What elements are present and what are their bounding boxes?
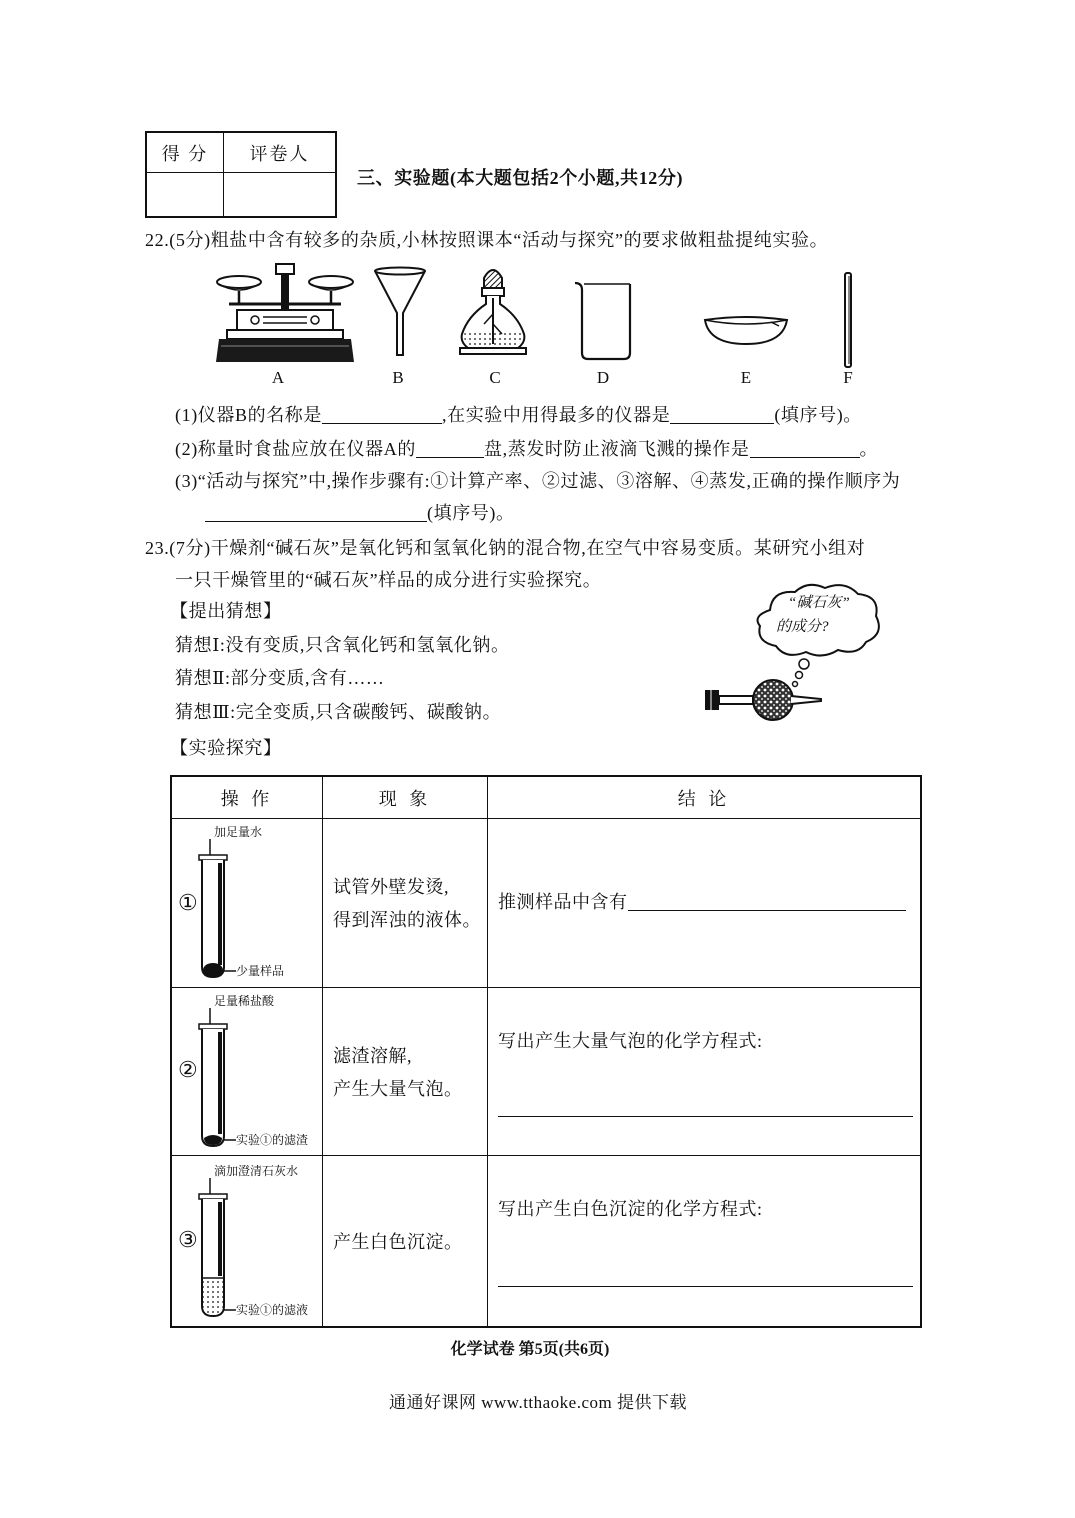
test-tube-icon: [196, 1170, 236, 1320]
q22-sub1: [175, 402, 862, 428]
row2-conclusion: [488, 988, 920, 1156]
row3-conclusion: [488, 1156, 920, 1326]
header-operation: 操 作: [172, 777, 323, 819]
apparatus-label-b: B: [392, 368, 404, 387]
row1-operation: [172, 819, 323, 988]
q22-stem: 22.(5分)粗盐中含有较多的杂质,小林按照课本“活动与探究”的要求做粗盐提纯实验。: [145, 230, 829, 250]
apparatus-label-e: E: [740, 368, 752, 387]
conclusion-text: 写出产生大量气泡的化学方程式:: [498, 1031, 763, 1051]
apparatus-label-a: A: [271, 368, 285, 387]
q22-sub2-text-1: (2)称量时食盐应放在仪器A的: [175, 439, 416, 459]
conclusion-text: 推测样品中含有: [498, 892, 628, 912]
row2-operation: [172, 988, 323, 1156]
experiment-table: [170, 775, 922, 1328]
row1-phenomenon: [323, 819, 488, 988]
q22-sub3: (3)“活动与探究”中,操作步骤有:①计算产率、②过滤、③溶解、④蒸发,正确的操作顺序为: [175, 471, 901, 491]
experiment-heading: 【实验探究】: [170, 738, 282, 758]
q23-stem-line1: 23.(7分)干燥剂“碱石灰”是氧化钙和氢氧化钠的混合物,在空气中容易变质。某研究小组对: [145, 538, 866, 558]
hypothesis-1: 猜想Ⅰ:没有变质,只含氧化钙和氢氧化钠。: [175, 635, 510, 655]
evaporating-dish-illustration: [703, 310, 789, 346]
header-phenomenon: 现 象: [323, 777, 488, 819]
bubble-text-line1: “碱石灰”: [788, 595, 850, 611]
phenomenon-line: 得到浑浊的液体。: [333, 910, 481, 930]
header-conclusion: 结 论: [488, 777, 920, 819]
phenomenon-line: 滤渣溶解,: [333, 1046, 412, 1066]
apparatus-label-d: D: [596, 368, 610, 387]
hypothesis-3: 猜想Ⅲ:完全变质,只含碳酸钙、碳酸钠。: [175, 702, 502, 722]
apparatus-label-f: F: [843, 368, 853, 387]
q22-sub3-text-2: (填序号)。: [427, 503, 515, 523]
section-title: 三、实验题(本大题包括2个小题,共12分): [357, 168, 684, 188]
answer-blank: [670, 405, 774, 424]
balance-illustration: [215, 262, 355, 367]
grader-cell: [224, 173, 335, 216]
conclusion-text: 写出产生白色沉淀的化学方程式:: [498, 1199, 763, 1219]
phenomenon-line: 产生大量气泡。: [333, 1079, 463, 1099]
score-table: [145, 131, 337, 218]
reagent-label: 加足量水: [214, 825, 263, 839]
q22-sub1-text-2: ,在实验中用得最多的仪器是: [442, 405, 671, 425]
step-number: ②: [178, 1057, 198, 1082]
q22-sub2: [175, 436, 878, 462]
beaker-illustration: [572, 280, 638, 362]
reagent-label: 滴加澄清石灰水: [214, 1164, 299, 1178]
bubble-text-line2: 的成分?: [776, 619, 829, 635]
step-number: ①: [178, 890, 198, 915]
reagent-label: 足量稀盐酸: [214, 994, 275, 1008]
apparatus-label-c: C: [489, 368, 501, 387]
sample-label: 少量样品: [236, 964, 285, 978]
funnel-illustration: [372, 265, 428, 357]
download-source: 通通好课网 www.tthaoke.com 提供下载: [388, 1393, 688, 1412]
answer-blank: [416, 439, 484, 458]
answer-line: [498, 1116, 913, 1117]
answer-blank: [750, 439, 860, 458]
answer-line: [498, 1286, 913, 1287]
row2-phenomenon: [323, 988, 488, 1156]
q22-sub1-text-3: (填序号)。: [774, 405, 862, 425]
row3-phenomenon: [323, 1156, 488, 1326]
phenomenon-line: 产生白色沉淀。: [333, 1232, 463, 1252]
q22-sub3-answer: [205, 500, 515, 526]
score-header: 得 分: [147, 133, 224, 173]
alcohol-lamp-illustration: [458, 262, 528, 360]
score-cell: [147, 173, 224, 216]
row1-conclusion: [488, 819, 920, 988]
hypothesis-2: 猜想Ⅱ:部分变质,含有……: [175, 668, 385, 688]
page-footer: 化学试卷 第5页(共6页): [450, 1341, 610, 1358]
glass-rod-illustration: [843, 272, 853, 368]
q23-stem-line2: 一只干燥管里的“碱石灰”样品的成分进行实验探究。: [175, 570, 602, 590]
test-tube-icon: [196, 1000, 236, 1150]
q22-sub1-text-1: (1)仪器B的名称是: [175, 405, 322, 425]
q22-sub2-text-3: 。: [859, 439, 879, 459]
step-number: ③: [178, 1227, 198, 1252]
row3-operation: [172, 1156, 323, 1326]
grader-header: 评卷人: [224, 133, 335, 173]
q22-sub2-text-2: 盘,蒸发时防止液滴飞溅的操作是: [484, 439, 750, 459]
answer-blank: [322, 405, 442, 424]
sample-label: 实验①的滤液: [236, 1303, 309, 1317]
hypothesis-heading: 【提出猜想】: [170, 601, 282, 621]
sample-label: 实验①的滤渣: [236, 1133, 309, 1147]
answer-blank: [205, 503, 427, 522]
phenomenon-line: 试管外壁发烫,: [333, 877, 449, 897]
test-tube-icon: [196, 831, 236, 981]
conclusion-prompt: [498, 889, 906, 915]
drying-tube-illustration: [703, 676, 823, 728]
answer-blank: [628, 892, 906, 911]
